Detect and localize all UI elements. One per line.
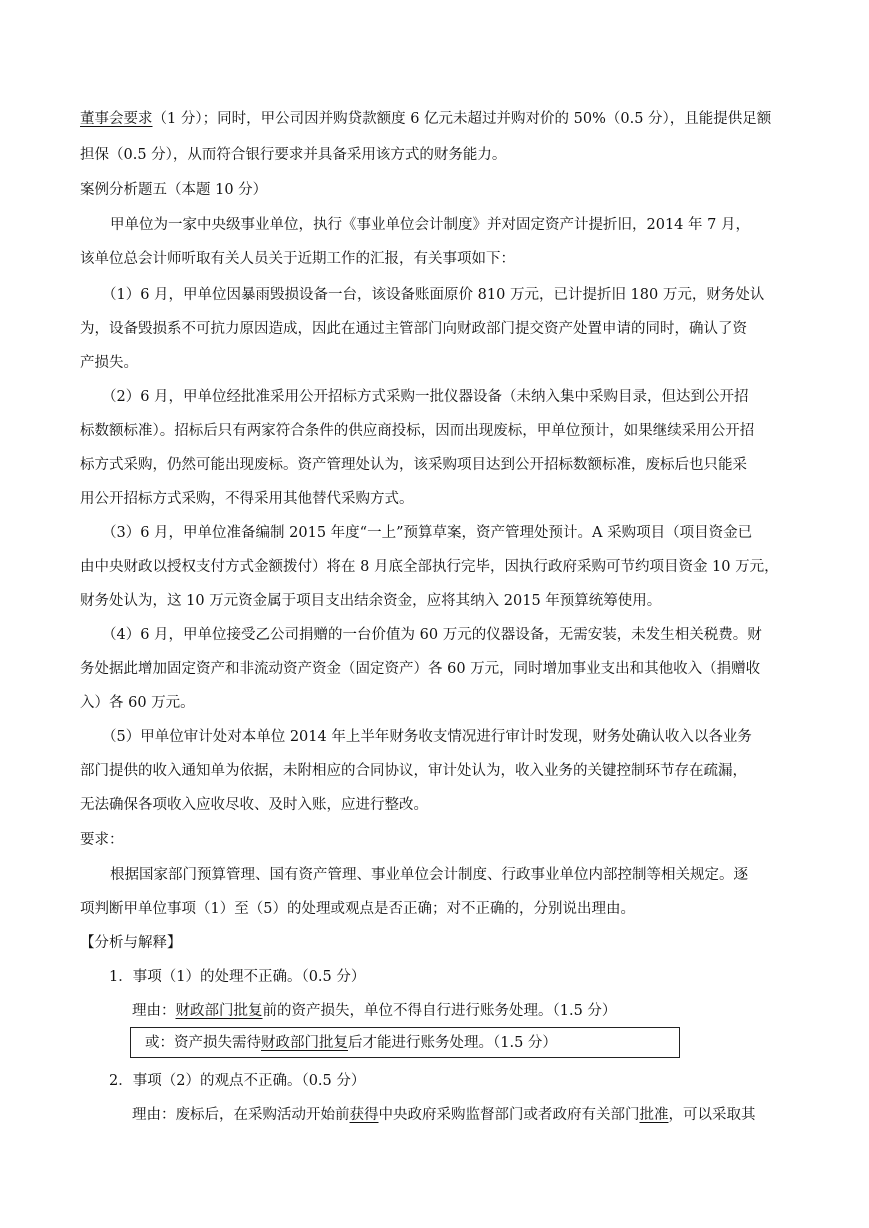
answer-2: 2．事项（2）的观点不正确。（0.5 分） — [109, 1073, 366, 1089]
item4-line-1: （4）6 月，甲单位接受乙公司捐赠的一台价值为 60 万元的仪器设备，无需安装，未发生相关税费。财 — [102, 627, 762, 643]
answer-1-alternative: 或：资产损失需待财政部门批复后才能进行账务处理。（1.5 分） — [145, 1035, 557, 1051]
item3-line-3: 财务处认为，这 10 万元资金属于项目支出结余资金，应将其纳入 2015 年预算统筹使用。 — [80, 593, 662, 609]
item5-line-3: 无法确保各项收入应收尽收、及时入账，应进行整改。 — [80, 797, 428, 813]
item5-line-2: 部门提供的收入通知单为依据，未附相应的合同协议，审计处认为，收入业务的关键控制环节存在疏漏， — [80, 763, 747, 779]
underlined-text: 董事会要求 — [80, 111, 153, 127]
continuation-line-2: 担保（0.5 分），从而符合银行要求并具备采用该方式的财务能力。 — [80, 147, 507, 163]
item5-line-1: （5）甲单位审计处对本单位 2014 年上半年财务收支情况进行审计时发现，财务处确认收入以各业务 — [102, 729, 752, 745]
underlined-text: 财政部门批复 — [261, 1035, 348, 1051]
continuation-line-1: 董事会要求（1 分）；同时，甲公司因并购贷款额度 6 亿元未超过并购对价的 50%（0.5 分），且能提供足额 — [80, 111, 772, 127]
underlined-text: 批准 — [639, 1107, 669, 1123]
intro-line-1: 甲单位为一家中央级事业单位，执行《事业单位会计制度》并对固定资产计提折旧，2014 年 7 月， — [110, 217, 750, 233]
item4-line-2: 务处据此增加固定资产和非流动资产资金（固定资产）各 60 万元，同时增加事业支出和其他收入（捐赠收 — [80, 661, 761, 677]
requirement-line-2: 项判断甲单位事项（1）至（5）的处理或观点是否正确；对不正确的，分别说出理由。 — [80, 901, 635, 917]
answer-1: 1．事项（1）的处理不正确。（0.5 分） — [109, 969, 366, 985]
item1-line-3: 产损失。 — [80, 355, 138, 371]
underlined-text: 获得 — [349, 1107, 379, 1123]
item2-line-3: 标方式采购，仍然可能出现废标。资产管理处认为，该采购项目达到公开招标数额标准，废标后也只能采 — [80, 457, 747, 473]
underlined-text: 财政部门批复 — [175, 1003, 263, 1019]
analysis-heading: 【分析与解释】 — [80, 935, 182, 951]
intro-line-2: 该单位总会计师听取有关人员关于近期工作的汇报，有关事项如下： — [80, 251, 515, 267]
item2-line-2: 标数额标准）。招标后只有两家符合条件的供应商投标，因而出现废标，甲单位预计，如果继续采用公开招 — [80, 423, 755, 439]
item3-line-1: （3）6 月，甲单位准备编制 2015 年度“一上”预算草案，资产管理处预计。A 采购项目（项目资金已 — [102, 525, 753, 541]
answer-1-reason: 理由：财政部门批复前的资产损失，单位不得自行进行账务处理。（1.5 分） — [132, 1003, 617, 1019]
answer-2-reason: 理由：废标后，在采购活动开始前获得中央政府采购监督部门或者政府有关部门批准，可以采取其 — [132, 1107, 756, 1123]
item4-line-3: 入）各 60 万元。 — [80, 695, 195, 711]
item3-line-2: 由中央财政以授权支付方式金额拨付）将在 8 月底全部执行完毕，因执行政府采购可节约项目资金 10 万元， — [80, 559, 779, 575]
case-heading: 案例分析题五（本题 10 分） — [80, 182, 268, 198]
item2-line-4: 用公开招标方式采购，不得采用其他替代采购方式。 — [80, 491, 414, 507]
alternative-answer-box — [130, 1027, 680, 1058]
item1-line-2: 为，设备毁损系不可抗力原因造成，因此在通过主管部门向财政部门提交资产处置申请的同时，确认了资 — [80, 321, 747, 337]
item1-line-1: （1）6 月，甲单位因暴雨毁损设备一台，该设备账面原价 810 万元，已计提折旧 180 万元，财务处认 — [102, 287, 765, 303]
requirement-line-1: 根据国家部门预算管理、国有资产管理、事业单位会计制度、行政事业单位内部控制等相关规定。逐 — [110, 867, 748, 883]
requirement-label: 要求： — [80, 832, 124, 848]
item2-line-1: （2）6 月，甲单位经批准采用公开招标方式采购一批仪器设备（未纳入集中采购目录，但达到公开招 — [102, 389, 749, 405]
